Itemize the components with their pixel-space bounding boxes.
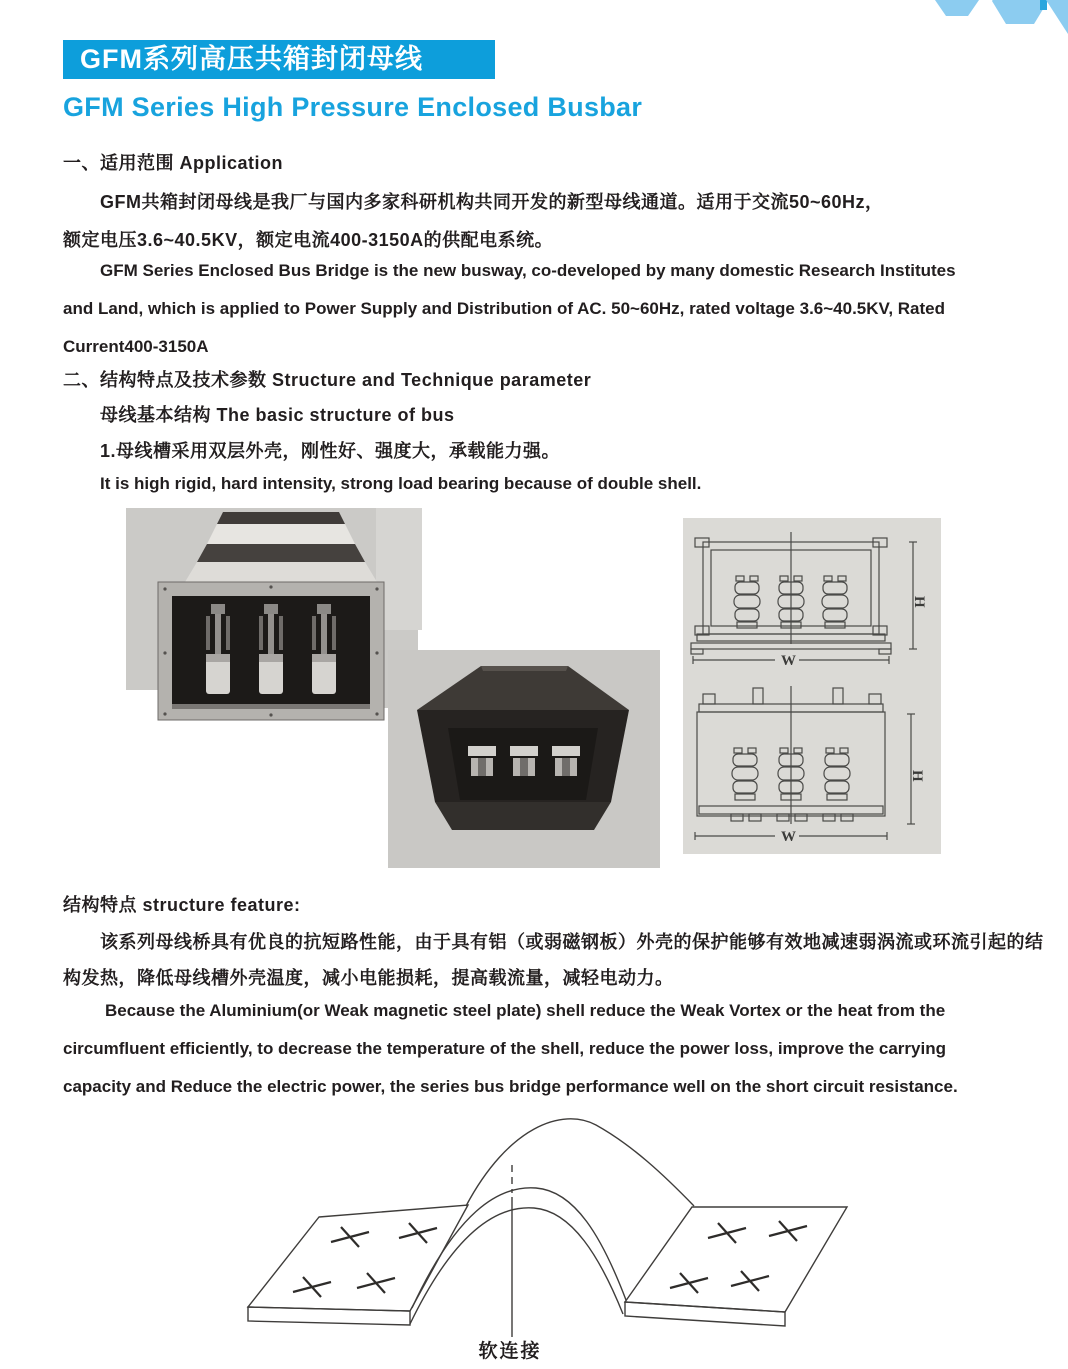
flex-connection-drawing xyxy=(240,1105,860,1365)
banner-title: GFM系列高压共箱封闭母线 xyxy=(80,44,423,74)
structure-subheading: 母线基本结构 The basic structure of bus xyxy=(100,405,455,425)
feature-cn-line: 该系列母线桥具有优良的抗短路性能，由于具有铝（或弱磁钢板）外壳的保护能够有效地减速弱涡流或环流引起的结 xyxy=(100,932,1044,952)
hexagon-small xyxy=(935,0,979,16)
application-cn-line: 额定电压3.6~40.5KV，额定电流400-3150A的供配电系统。 xyxy=(63,230,554,250)
page-banner xyxy=(63,40,495,79)
structure-heading: 二、结构特点及技术参数 Structure and Technique parameter xyxy=(63,370,592,390)
diagram-cross-sections xyxy=(683,518,941,854)
feature-cn-line: 构发热，降低母线槽外壳温度，减小电能损耗，提高载流量，减轻电动力。 xyxy=(63,968,674,988)
bolt-cross-marks xyxy=(293,1221,807,1297)
photo-busbar-enclosure xyxy=(388,650,660,868)
hexagon-corner-slice xyxy=(1046,0,1068,34)
english-title: GFM Series High Pressure Enclosed Busbar xyxy=(63,92,643,122)
busbar-connectors xyxy=(468,746,580,776)
dimension-label-h: H xyxy=(911,596,927,608)
application-heading: 一、适用范围 Application xyxy=(63,153,283,173)
flex-connection-label: 软连接 xyxy=(478,1341,542,1362)
hexagon-large xyxy=(992,0,1048,24)
application-cn-line: GFM共箱封闭母线是我厂与国内多家科研机构共同开发的新型母线通道。适用于交流50~60Hz， xyxy=(100,192,884,212)
feature-en-line: capacity and Reduce the electric power, the series bus bridge performance well on the short circuit resistance. xyxy=(63,1077,958,1096)
structure-en-line: It is high rigid, hard intensity, strong load bearing because of double shell. xyxy=(100,474,702,493)
hexagon-decoration xyxy=(928,0,1068,56)
application-en-line: GFM Series Enclosed Bus Bridge is the new busway, co-developed by many domestic Research Institutes xyxy=(100,261,956,280)
dimension-label-w: W xyxy=(781,829,796,845)
application-en-line: Current400-3150A xyxy=(63,337,209,356)
structure-cn-line: 1.母线槽采用双层外壳，刚性好、强度大，承载能力强。 xyxy=(100,441,561,461)
dimension-label-h: H xyxy=(909,770,925,782)
feature-en-line: Because the Aluminium(or Weak magnetic steel plate) shell reduce the Weak Vortex or the heat from the xyxy=(105,1001,946,1020)
feature-en-line: circumfluent efficiently, to decrease the temperature of the shell, reduce the power loss, improve the carrying xyxy=(63,1039,946,1058)
application-en-line: and Land, which is applied to Power Supply and Distribution of AC. 50~60Hz, rated voltage 3.6~40.5KV, Rated xyxy=(63,299,945,318)
hexagon-accent xyxy=(1040,0,1047,10)
dimension-label-w: W xyxy=(781,653,796,669)
feature-heading: 结构特点 structure feature: xyxy=(63,895,301,915)
